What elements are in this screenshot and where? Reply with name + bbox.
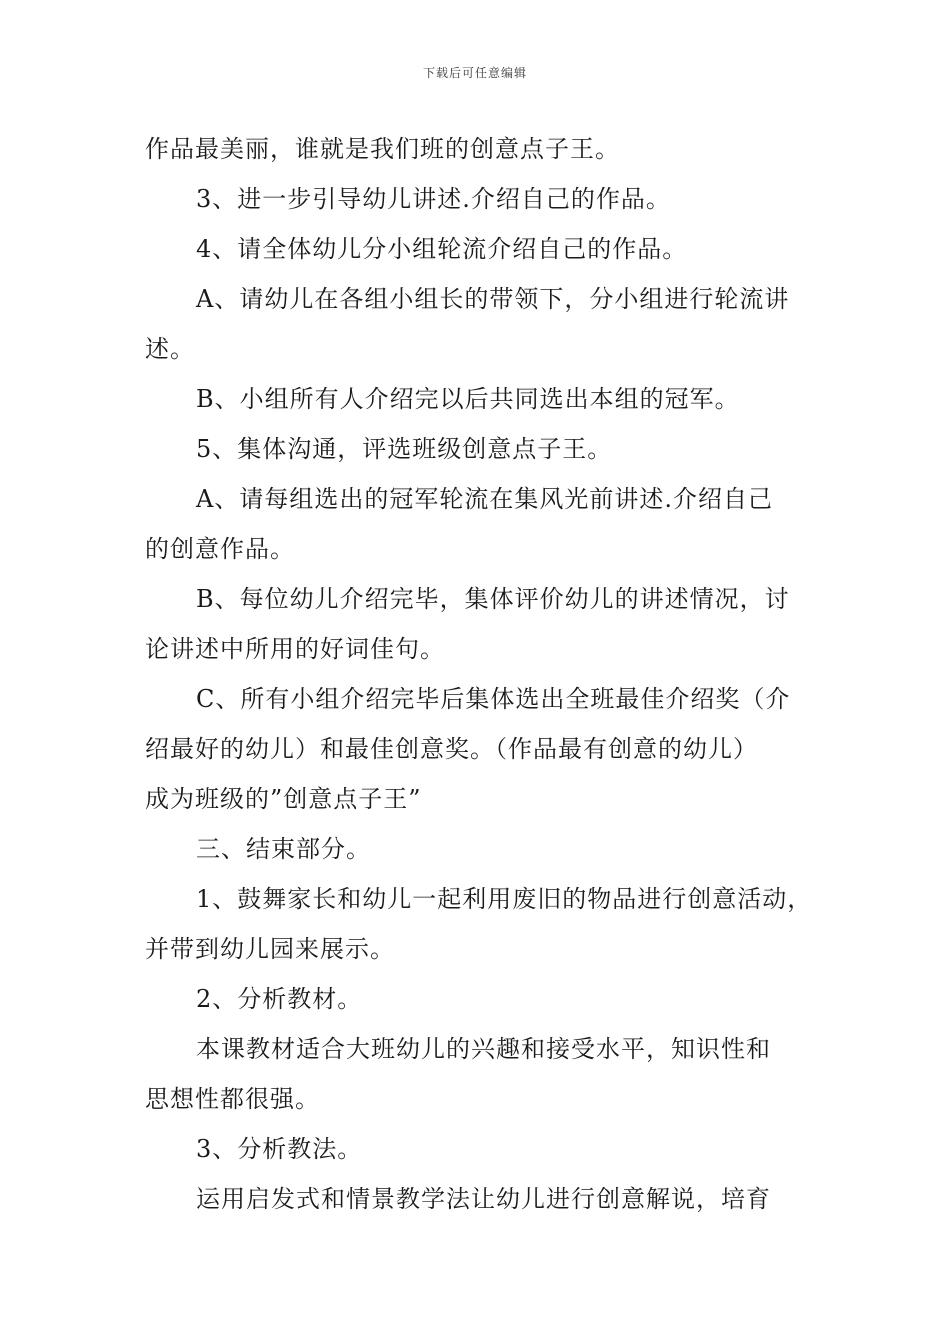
text-line: B、小组所有人介绍完以后共同选出本组的冠军。	[196, 385, 740, 413]
text-line: 绍最好的幼儿）和最佳创意奖。（作品最有创意的幼儿）	[145, 735, 758, 763]
text-line: B、每位幼儿介绍完毕，集体评价幼儿的讲述情况，讨	[196, 585, 790, 613]
text-line: 运用启发式和情景教学法让幼儿进行创意解说，培育	[196, 1185, 771, 1213]
text-line: 4、请全体幼儿分小组轮流介绍自己的作品。	[196, 235, 688, 263]
text-line: A、请每组选出的冠军轮流在集风光前讲述.介绍自己	[196, 485, 773, 513]
page-header: 下载后可任意编辑	[422, 66, 527, 80]
text-line: 述。	[145, 335, 195, 363]
text-line: 5、集体沟通，评选班级创意点子王。	[196, 435, 613, 463]
text-line: 的创意作品。	[145, 535, 295, 563]
text-line: 并带到幼儿园来展示。	[145, 935, 395, 963]
text-line: 三、结束部分。	[196, 835, 371, 863]
text-line: 3、分析教法。	[196, 1135, 363, 1163]
text-line: 1、鼓舞家长和幼儿一起利用废旧的物品进行创意活动，	[196, 885, 813, 913]
text-line: 成为班级的”创意点子王”	[145, 785, 422, 813]
text-line: 作品最美丽，谁就是我们班的创意点子王。	[145, 135, 620, 163]
text-line: 论讲述中所用的好词佳句。	[145, 635, 445, 663]
text-line: A、请幼儿在各组小组长的带领下，分小组进行轮流讲	[196, 285, 790, 313]
text-line: 思想性都很强。	[145, 1085, 320, 1113]
text-line: 2、分析教材。	[196, 985, 363, 1013]
text-line: C、所有小组介绍完毕后集体选出全班最佳介绍奖（介	[196, 685, 791, 713]
text-line: 本课教材适合大班幼儿的兴趣和接受水平，知识性和	[196, 1035, 771, 1063]
text-line: 3、进一步引导幼儿讲述.介绍自己的作品。	[196, 185, 671, 213]
